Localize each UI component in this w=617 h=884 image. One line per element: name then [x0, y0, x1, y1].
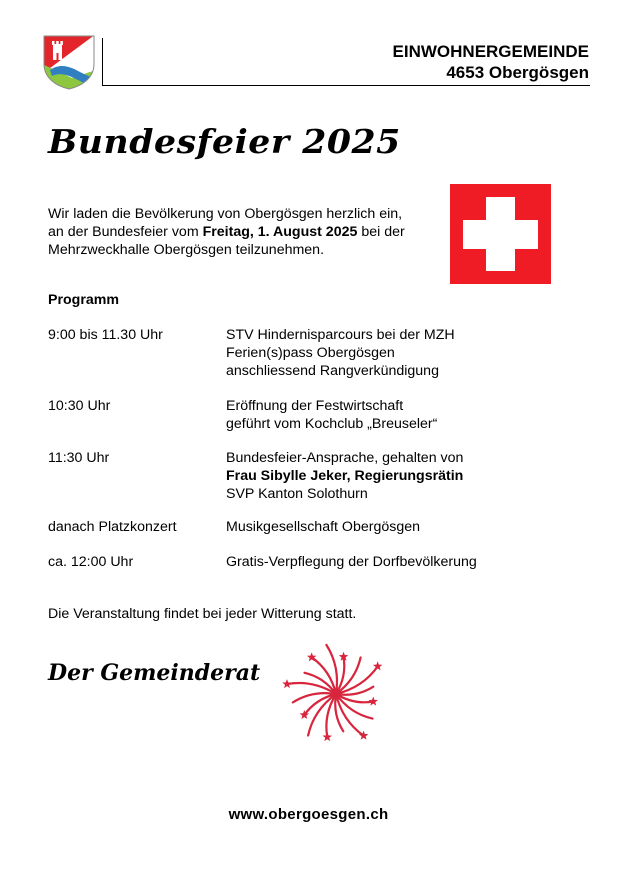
website-link[interactable]: www.obergoesgen.ch [228, 806, 389, 823]
page-title: Bundesfeier 2025 [48, 122, 401, 161]
intro-line-3: Mehrzweckhalle Obergösgen teilzunehmen. [48, 242, 325, 258]
program-time: 11:30 Uhr [48, 450, 110, 466]
programm-heading: Programm [48, 292, 119, 308]
program-description [226, 326, 596, 380]
intro-text [48, 205, 443, 259]
intro-line-2-suffix: bei der [357, 224, 405, 240]
program-line: Ferien(s)pass Obergösgen [226, 345, 395, 361]
program-time: danach Platzkonzert [48, 519, 177, 535]
intro-line-2-text: an der Bundesfeier vom [48, 224, 203, 240]
program-line: geführt vom Kochclub „Breuseler“ [226, 416, 438, 432]
program-line: Eröffnung der Festwirtschaft [226, 398, 404, 414]
swiss-flag-icon [450, 184, 551, 284]
program-line: Musikgesellschaft Obergösgen [226, 519, 420, 535]
coat-of-arms-icon [42, 34, 96, 90]
speaker-name: Frau Sibylle Jeker, Regierungsrätin [226, 468, 464, 484]
intro-line-1: Wir laden die Bevölkerung von Obergösgen herzlich ein, [48, 206, 403, 222]
program-line: STV Hindernisparcours bei der MZH [226, 327, 455, 343]
program-time: ca. 12:00 Uhr [48, 554, 134, 570]
flag-cross-horizontal [463, 220, 538, 249]
municipality-address: 4653 Obergösgen [446, 63, 589, 82]
fireworks-ray [326, 645, 337, 694]
weather-note: Die Veranstaltung findet bei jeder Witterung statt. [48, 606, 357, 622]
event-date: Freitag, 1. August 2025 [202, 224, 358, 240]
program-description [226, 449, 596, 503]
program-line: Gratis-Verpflegung der Dorfbevölkerung [226, 554, 477, 570]
municipality-label: EINWOHNERGEMEINDE [392, 42, 589, 61]
fireworks-star [282, 679, 292, 688]
fireworks-star [368, 697, 378, 706]
program-line: SVP Kanton Solothurn [226, 486, 368, 502]
header-divider [102, 85, 590, 86]
intro-line-2 [48, 223, 443, 241]
signature: Der Gemeinderat [48, 660, 261, 686]
program-time: 10:30 Uhr [48, 398, 111, 414]
fireworks-icon [282, 638, 390, 746]
fireworks-star [323, 732, 333, 741]
program-line: anschliessend Rangverkündigung [226, 363, 439, 379]
program-line: Bundesfeier-Ansprache, gehalten von [226, 450, 464, 466]
program-time: 9:00 bis 11.30 Uhr [48, 327, 163, 343]
program-description [226, 553, 596, 571]
program-description [226, 397, 596, 433]
program-description [226, 518, 596, 536]
header-divider-vertical [102, 38, 103, 85]
